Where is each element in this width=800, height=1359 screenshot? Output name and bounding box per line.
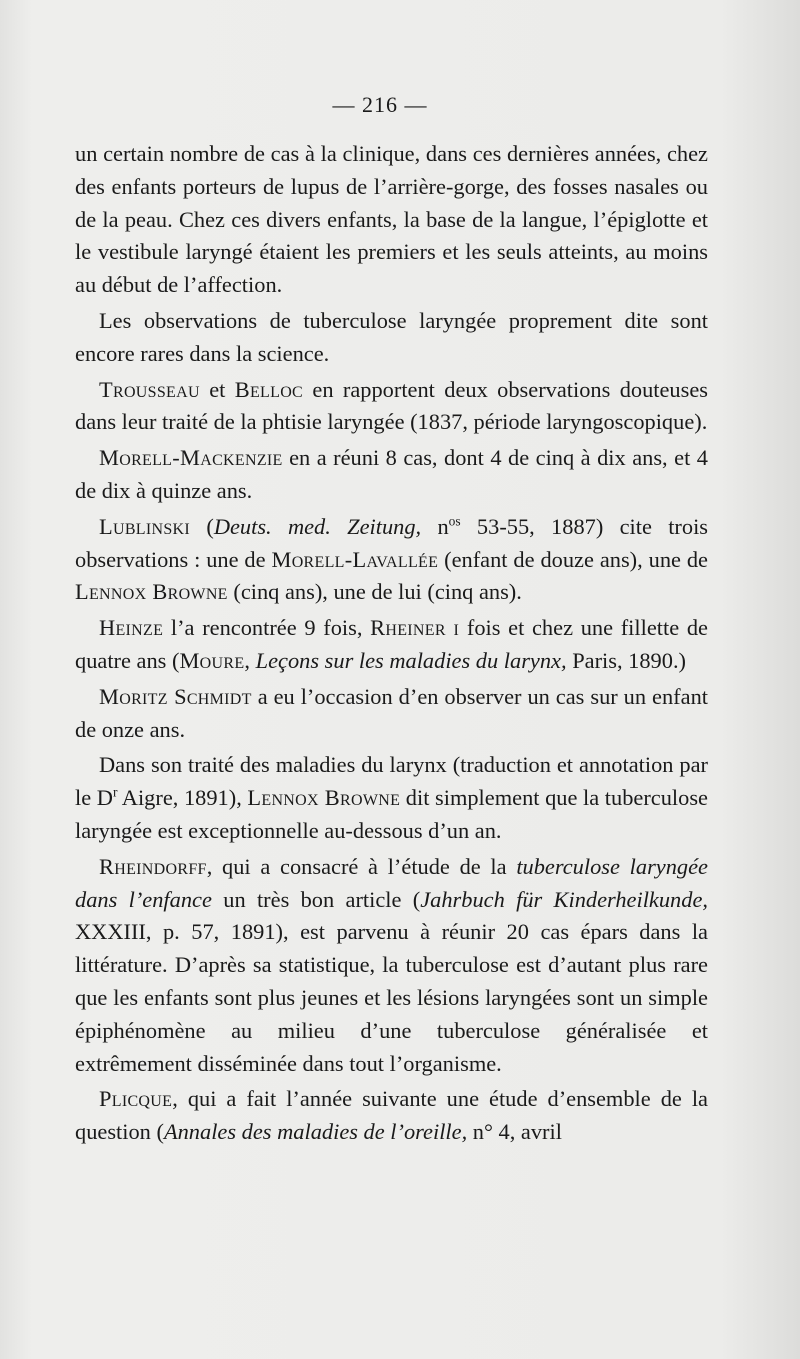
citation-title: Leçons sur les maladies du larynx,	[255, 647, 567, 673]
text-run: et	[199, 376, 235, 402]
body-text	[75, 138, 708, 1152]
citation-title: tuberculose laryngée dans l’enfance	[75, 853, 708, 912]
page-number: — 216 —	[332, 92, 428, 117]
text-run: Dans son traité des maladies du larynx (traduction et annotation par le D	[75, 752, 708, 811]
text-run: un certain nombre de cas à la clinique, dans ces dernières années, chez des enfants porteurs de lupus de l’arrière-gorge, des fosses nasales ou de la peau. Chez ces divers enfants, la base de la langue, l’épiglotte et le vestibule laryngé étaient les premiers et les seuls atteints, au moins au début de l’affection.	[75, 141, 708, 298]
paragraph-moritz-schmidt	[75, 681, 708, 747]
author-name: Lennox Browne	[247, 785, 401, 811]
author-name: Lublinski	[99, 513, 191, 539]
superscript: r	[112, 784, 118, 800]
paragraph-trousseau	[75, 374, 708, 440]
text-run: XXXIII, p. 57, 1891), est parvenu à réunir 20 cas épars dans la littérature. D’après sa statistique, la tuberculose est d’autant plus rare que les enfants sont plus jeunes et les lésions laryngées sont un simple épiphénomène au milieu d’une tuberculose généralisée et extrêmement disséminée dans tout l’organisme.	[75, 919, 708, 1076]
author-name: Trousseau	[99, 376, 200, 402]
author-name: Lennox Browne	[75, 579, 228, 605]
text-run: (enfant de douze ans), une de	[438, 546, 708, 572]
text-run: n	[421, 513, 449, 539]
author-name: Rheindorff	[99, 853, 207, 879]
text-run: ,	[244, 647, 256, 673]
text-run: (cinq ans), une de lui (cinq ans).	[227, 579, 522, 605]
text-run: 53-55, 1887) cite trois observations : une de	[75, 513, 709, 572]
author-name: Moure	[179, 647, 245, 673]
numeral: i	[453, 615, 460, 641]
text-run: en a réuni 8 cas, dont 4 de cinq à dix ans, et 4 de dix à quinze ans.	[75, 445, 708, 503]
author-name: Morell-Mackenzie	[99, 445, 283, 471]
text-run: dit simplement que la tuberculose laryngée est exceptionnelle au-dessous d’un an.	[75, 785, 708, 843]
paragraph-rheindorff	[75, 851, 708, 1081]
text-run: Paris, 1890.)	[566, 647, 687, 673]
author-name: Plicque	[99, 1086, 173, 1112]
text-run: Aigre, 1891),	[117, 785, 248, 811]
paragraph-lennox-browne	[75, 749, 708, 847]
paragraph-heinze	[75, 612, 708, 678]
superscript: os	[448, 513, 461, 529]
citation-title: Jahrbuch für Kinderheilkunde,	[420, 886, 708, 912]
author-name: Rheiner	[370, 615, 446, 641]
text-run: fois et chez une fillette de quatre ans (	[75, 615, 708, 673]
paragraph-morell-mackenzie	[75, 442, 708, 508]
citation-title: Annales des maladies de l’oreille,	[163, 1119, 468, 1145]
text-run	[446, 615, 454, 640]
author-name: Moritz Schmidt	[99, 683, 252, 709]
author-name: Morell-Lavallée	[271, 546, 439, 572]
text-run: , qui a fait l’année suivante une étude d’ensemble de la question (	[75, 1086, 708, 1145]
text-run: Les observations de tuberculose laryngée proprement dite sont encore rares dans la science.	[75, 307, 708, 366]
paragraph-observations	[75, 305, 708, 371]
text-run: un très bon article (	[211, 886, 421, 912]
paragraph-lublinski	[75, 511, 708, 609]
citation-title: Deuts. med. Zeitung,	[213, 513, 422, 539]
text-run: a eu l’occasion d’en observer un cas sur un enfant de onze ans.	[75, 683, 708, 742]
paragraph-continuation	[75, 138, 708, 302]
paragraph-plicque	[75, 1083, 708, 1149]
author-name: Heinze	[99, 615, 164, 641]
text-run: l’a rencontrée 9 fois,	[163, 615, 371, 641]
text-run: en rapportent deux observations douteuses dans leur traité de la phtisie laryngée (1837, période laryngoscopique).	[75, 376, 708, 435]
text-run: n° 4, avril	[467, 1119, 562, 1145]
text-run: , qui a consacré à l’étude de la	[206, 853, 517, 879]
author-name: Belloc	[234, 376, 304, 402]
text-run: (	[190, 513, 214, 539]
